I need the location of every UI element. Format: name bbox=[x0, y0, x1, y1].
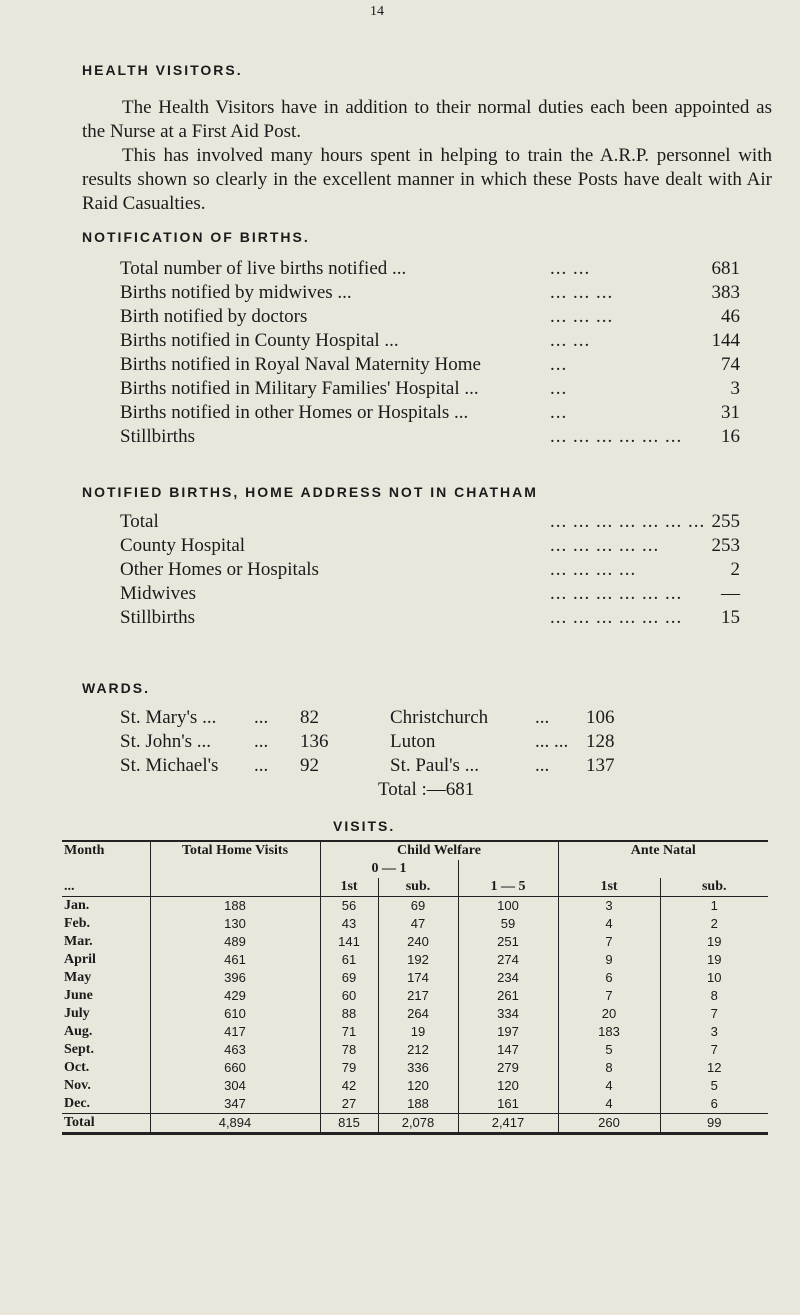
item-value: 46 bbox=[721, 306, 740, 327]
leader-dots: ... ... bbox=[550, 330, 591, 351]
leader-dots: ... ... ... ... ... ... bbox=[550, 607, 683, 628]
cell-an-sub: 3 bbox=[660, 1023, 768, 1041]
header-month: Month bbox=[64, 843, 105, 858]
cell-an-first: 4 bbox=[558, 1095, 660, 1114]
list-item bbox=[120, 353, 740, 377]
cell-cw-first: 56 bbox=[320, 897, 378, 916]
cell-month: June bbox=[64, 988, 93, 1003]
cell-cw-first: 71 bbox=[320, 1023, 378, 1041]
cell-an-sub: 19 bbox=[660, 933, 768, 951]
table-row bbox=[62, 951, 768, 969]
cell-an-sub: 7 bbox=[660, 1041, 768, 1059]
ward-val2: 106 bbox=[586, 707, 615, 728]
cell-month: Aug. bbox=[64, 1024, 93, 1039]
item-label: Births notified by midwives ... bbox=[120, 282, 352, 303]
ward-dots1: ... bbox=[254, 707, 269, 728]
leader-dots: ... bbox=[550, 354, 568, 375]
cell-an-sub: 19 bbox=[660, 951, 768, 969]
cell-an-sub: 2 bbox=[660, 915, 768, 933]
item-value: 255 bbox=[711, 511, 740, 532]
ward-val2: 137 bbox=[586, 755, 615, 776]
cell-cw-sub: 2,078 bbox=[378, 1114, 458, 1134]
cell-an-first: 4 bbox=[558, 1077, 660, 1095]
item-label: Other Homes or Hospitals bbox=[120, 559, 319, 580]
cell-cw-sub: 188 bbox=[378, 1095, 458, 1114]
ward-val1: 82 bbox=[300, 707, 319, 728]
visits-title: VISITS. bbox=[333, 818, 396, 834]
list-item bbox=[120, 558, 740, 582]
leader-dots: ... ... ... ... ... ... ... bbox=[550, 511, 706, 532]
non-chatham-list bbox=[120, 510, 740, 630]
cell-cw-sub: 264 bbox=[378, 1005, 458, 1023]
list-item bbox=[120, 257, 740, 281]
cell-cw-first: 43 bbox=[320, 915, 378, 933]
item-value: 253 bbox=[711, 535, 740, 556]
cell-total: 429 bbox=[150, 987, 320, 1005]
cell-total: 489 bbox=[150, 933, 320, 951]
cell-an-first: 8 bbox=[558, 1059, 660, 1077]
list-item bbox=[120, 281, 740, 305]
ward-name1: St. Michael's bbox=[120, 755, 219, 776]
cell-cw-1-5: 120 bbox=[458, 1077, 558, 1095]
list-item bbox=[120, 305, 740, 329]
cell-month: May bbox=[64, 970, 92, 985]
table-row bbox=[62, 1077, 768, 1095]
cell-month: Mar. bbox=[64, 934, 93, 949]
item-value: 15 bbox=[721, 607, 740, 628]
cell-total: 660 bbox=[150, 1059, 320, 1077]
table-row bbox=[62, 1059, 768, 1077]
table-row bbox=[62, 897, 768, 916]
list-item bbox=[120, 510, 740, 534]
notification-heading: NOTIFICATION OF BIRTHS. bbox=[82, 229, 310, 245]
item-label: Births notified in other Homes or Hospitals ... bbox=[120, 402, 469, 423]
ward-val1: 136 bbox=[300, 731, 329, 752]
cell-an-first: 20 bbox=[558, 1005, 660, 1023]
item-label: Total number of live births notified ... bbox=[120, 258, 407, 279]
table-row bbox=[62, 1023, 768, 1041]
cell-an-sub: 99 bbox=[660, 1114, 768, 1134]
header-age-1-5: 1 — 5 bbox=[458, 878, 558, 897]
page-number: 14 bbox=[370, 4, 384, 19]
item-value: 144 bbox=[711, 330, 740, 351]
ward-name1: St. Mary's ... bbox=[120, 707, 217, 728]
header-ante-natal: Ante Natal bbox=[558, 841, 768, 860]
ward-row bbox=[120, 706, 760, 730]
cell-an-sub: 1 bbox=[660, 897, 768, 916]
leader-dots: ... ... ... ... ... bbox=[550, 535, 660, 556]
cell-an-first: 260 bbox=[558, 1114, 660, 1134]
item-value: 31 bbox=[721, 402, 740, 423]
cell-total: 610 bbox=[150, 1005, 320, 1023]
header-age-0-1: 0 — 1 bbox=[320, 860, 458, 878]
table-row bbox=[62, 987, 768, 1005]
item-value: 3 bbox=[730, 378, 740, 399]
table-row bbox=[62, 1114, 768, 1134]
cell-cw-sub: 336 bbox=[378, 1059, 458, 1077]
header-cw-first: 1st bbox=[320, 878, 378, 897]
ward-dots2: ... bbox=[535, 755, 550, 776]
cell-cw-1-5: 261 bbox=[458, 987, 558, 1005]
cell-cw-sub: 192 bbox=[378, 951, 458, 969]
cell-cw-sub: 47 bbox=[378, 915, 458, 933]
cell-total: 347 bbox=[150, 1095, 320, 1114]
cell-cw-1-5: 234 bbox=[458, 969, 558, 987]
item-value: 2 bbox=[730, 559, 740, 580]
cell-month: Feb. bbox=[64, 916, 91, 931]
wards-list bbox=[120, 706, 760, 802]
ward-total-row bbox=[120, 778, 760, 802]
cell-cw-first: 61 bbox=[320, 951, 378, 969]
table-row bbox=[62, 915, 768, 933]
item-value: 681 bbox=[711, 258, 740, 279]
header-cw-sub: sub. bbox=[378, 878, 458, 897]
cell-total: 417 bbox=[150, 1023, 320, 1041]
cell-cw-1-5: 197 bbox=[458, 1023, 558, 1041]
cell-cw-first: 815 bbox=[320, 1114, 378, 1134]
cell-total: 463 bbox=[150, 1041, 320, 1059]
cell-an-first: 7 bbox=[558, 987, 660, 1005]
ward-val1: 92 bbox=[300, 755, 319, 776]
item-label: Births notified in Military Families' Hospital ... bbox=[120, 378, 479, 399]
non-chatham-heading: NOTIFIED BIRTHS, HOME ADDRESS NOT IN CHATHAM bbox=[82, 484, 538, 500]
cell-total: 130 bbox=[150, 915, 320, 933]
paragraph: The Health Visitors have in addition to their normal duties each been appointed as the Nurse at a First Aid Post. bbox=[82, 97, 772, 142]
table-row bbox=[62, 1095, 768, 1114]
list-item bbox=[120, 425, 740, 449]
list-item bbox=[120, 401, 740, 425]
ward-val2: 128 bbox=[586, 731, 615, 752]
header-an-first: 1st bbox=[558, 878, 660, 897]
ward-dots2: ... bbox=[535, 707, 550, 728]
cell-cw-1-5: 147 bbox=[458, 1041, 558, 1059]
item-value: 16 bbox=[721, 426, 740, 447]
item-value: 74 bbox=[721, 354, 740, 375]
table-row bbox=[62, 1005, 768, 1023]
cell-cw-first: 79 bbox=[320, 1059, 378, 1077]
leader-dots: ... bbox=[550, 378, 568, 399]
header-month-sub: ... bbox=[64, 879, 75, 894]
item-label: Stillbirths bbox=[120, 426, 195, 447]
item-value: 383 bbox=[711, 282, 740, 303]
cell-month: Dec. bbox=[64, 1096, 91, 1111]
cell-cw-1-5: 2,417 bbox=[458, 1114, 558, 1134]
cell-cw-1-5: 274 bbox=[458, 951, 558, 969]
cell-cw-sub: 69 bbox=[378, 897, 458, 916]
cell-total: 304 bbox=[150, 1077, 320, 1095]
cell-month: Oct. bbox=[64, 1060, 90, 1075]
cell-an-first: 3 bbox=[558, 897, 660, 916]
cell-an-sub: 7 bbox=[660, 1005, 768, 1023]
header-total-home-visits: Total Home Visits bbox=[150, 841, 320, 860]
cell-an-sub: 5 bbox=[660, 1077, 768, 1095]
cell-an-sub: 6 bbox=[660, 1095, 768, 1114]
cell-cw-1-5: 59 bbox=[458, 915, 558, 933]
list-item bbox=[120, 582, 740, 606]
table-row bbox=[62, 933, 768, 951]
cell-month: July bbox=[64, 1006, 90, 1021]
cell-an-sub: 12 bbox=[660, 1059, 768, 1077]
leader-dots: ... ... ... ... ... ... bbox=[550, 583, 683, 604]
table-row bbox=[62, 1041, 768, 1059]
health-visitors-heading: HEALTH VISITORS. bbox=[82, 62, 243, 78]
cell-cw-1-5: 251 bbox=[458, 933, 558, 951]
cell-cw-first: 42 bbox=[320, 1077, 378, 1095]
table-row bbox=[62, 969, 768, 987]
item-label: Birth notified by doctors bbox=[120, 306, 308, 327]
cell-cw-sub: 174 bbox=[378, 969, 458, 987]
list-item bbox=[120, 377, 740, 401]
leader-dots: ... ... ... ... ... ... bbox=[550, 426, 683, 447]
cell-an-sub: 8 bbox=[660, 987, 768, 1005]
item-label: Stillbirths bbox=[120, 607, 195, 628]
cell-cw-sub: 217 bbox=[378, 987, 458, 1005]
visits-table bbox=[62, 840, 768, 1135]
cell-cw-sub: 120 bbox=[378, 1077, 458, 1095]
item-label: Births notified in County Hospital ... bbox=[120, 330, 399, 351]
header-child-welfare: Child Welfare bbox=[320, 841, 558, 860]
cell-total: 396 bbox=[150, 969, 320, 987]
item-label: Total bbox=[120, 511, 159, 532]
ward-dots2: ... ... bbox=[535, 731, 569, 752]
cell-cw-1-5: 334 bbox=[458, 1005, 558, 1023]
cell-cw-first: 141 bbox=[320, 933, 378, 951]
notification-list bbox=[120, 257, 740, 449]
cell-an-first: 7 bbox=[558, 933, 660, 951]
cell-an-sub: 10 bbox=[660, 969, 768, 987]
ward-name2: St. Paul's ... bbox=[390, 755, 479, 776]
item-label: Births notified in Royal Naval Maternity Home bbox=[120, 354, 481, 375]
cell-cw-first: 60 bbox=[320, 987, 378, 1005]
cell-month: April bbox=[64, 952, 96, 967]
ward-row bbox=[120, 730, 760, 754]
cell-month: Sept. bbox=[64, 1042, 94, 1057]
cell-total: 188 bbox=[150, 897, 320, 916]
header-an-sub: sub. bbox=[660, 878, 768, 897]
cell-cw-sub: 240 bbox=[378, 933, 458, 951]
leader-dots: ... bbox=[550, 402, 568, 423]
cell-cw-first: 88 bbox=[320, 1005, 378, 1023]
cell-cw-sub: 212 bbox=[378, 1041, 458, 1059]
cell-month: Nov. bbox=[64, 1078, 91, 1093]
cell-an-first: 9 bbox=[558, 951, 660, 969]
ward-dots1: ... bbox=[254, 731, 269, 752]
wards-heading: WARDS. bbox=[82, 680, 150, 696]
cell-cw-1-5: 100 bbox=[458, 897, 558, 916]
cell-cw-1-5: 279 bbox=[458, 1059, 558, 1077]
cell-cw-first: 27 bbox=[320, 1095, 378, 1114]
cell-cw-sub: 19 bbox=[378, 1023, 458, 1041]
cell-month: Jan. bbox=[64, 898, 90, 913]
cell-cw-first: 69 bbox=[320, 969, 378, 987]
cell-cw-1-5: 161 bbox=[458, 1095, 558, 1114]
cell-an-first: 6 bbox=[558, 969, 660, 987]
list-item bbox=[120, 606, 740, 630]
ward-name2: Christchurch bbox=[390, 707, 489, 728]
ward-name1: St. John's ... bbox=[120, 731, 212, 752]
cell-an-first: 183 bbox=[558, 1023, 660, 1041]
leader-dots: ... ... ... bbox=[550, 306, 614, 327]
paragraph: This has involved many hours spent in helping to train the A.R.P. personnel with results shown so clearly in the excellent manner in which these Posts have dealt with Air Raid Casualties. bbox=[82, 145, 772, 214]
ward-total: Total :—681 bbox=[378, 779, 475, 800]
item-value: — bbox=[721, 583, 740, 604]
cell-month: Total bbox=[62, 1114, 150, 1134]
health-visitors-text bbox=[82, 96, 772, 216]
cell-cw-first: 78 bbox=[320, 1041, 378, 1059]
cell-total: 461 bbox=[150, 951, 320, 969]
list-item bbox=[120, 534, 740, 558]
cell-an-first: 4 bbox=[558, 915, 660, 933]
item-label: Midwives bbox=[120, 583, 196, 604]
ward-dots1: ... bbox=[254, 755, 269, 776]
item-label: County Hospital bbox=[120, 535, 246, 556]
ward-name2: Luton bbox=[390, 731, 436, 752]
cell-an-first: 5 bbox=[558, 1041, 660, 1059]
leader-dots: ... ... ... ... bbox=[550, 559, 637, 580]
leader-dots: ... ... ... bbox=[550, 282, 614, 303]
list-item bbox=[120, 329, 740, 353]
leader-dots: ... ... bbox=[550, 258, 591, 279]
ward-row bbox=[120, 754, 760, 778]
cell-total: 4,894 bbox=[150, 1114, 320, 1134]
